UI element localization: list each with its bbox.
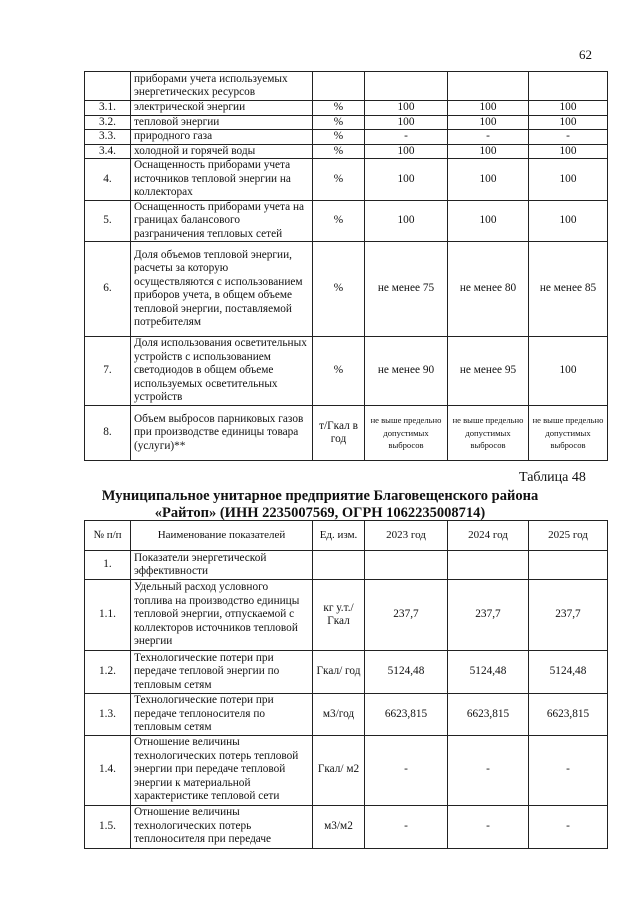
unit-cell: % — [313, 115, 365, 130]
indicator-name: Отношение величины технологических потерь тепловой энергии при передаче тепловой энергии к материальной характеристике тепловой сети — [131, 735, 313, 805]
value-2023: 100 — [365, 159, 448, 201]
value-2024: не менее 95 — [448, 337, 529, 406]
row-number: 7. — [85, 337, 131, 406]
table-row — [85, 159, 608, 201]
unit-cell — [313, 551, 365, 580]
unit-cell: % — [313, 242, 365, 337]
table-row — [85, 144, 608, 159]
indicator-name: Технологические потери при передаче теплоносителя по тепловым сетям — [131, 694, 313, 736]
header-2024: 2024 год — [448, 521, 529, 551]
value-2023: 5124,48 — [365, 651, 448, 694]
indicator-name: Технологические потери при передаче тепловой энергии по тепловым сетям — [131, 651, 313, 694]
value-2025: 100 — [529, 159, 608, 201]
table-row — [85, 406, 608, 461]
value-2024: 100 — [448, 101, 529, 116]
value-2024: - — [448, 805, 529, 848]
value-2024: 100 — [448, 159, 529, 201]
value-2023: 100 — [365, 200, 448, 242]
value-2023: - — [365, 735, 448, 805]
indicator-name: Показатели энергетической эффективности — [131, 551, 313, 580]
row-number: 5. — [85, 200, 131, 242]
row-number — [85, 72, 131, 101]
table-caption-line1: Муниципальное унитарное предприятие Благовещенского района — [101, 488, 539, 504]
unit-cell: % — [313, 337, 365, 406]
value-2025: 100 — [529, 337, 608, 406]
row-number: 1. — [85, 551, 131, 580]
value-2025: не менее 85 — [529, 242, 608, 337]
value-2024: не выше предельно допустимых выбросов — [448, 406, 529, 461]
value-2024 — [448, 72, 529, 101]
value-2025: - — [529, 735, 608, 805]
table-row — [85, 101, 608, 116]
value-2023: - — [365, 805, 448, 848]
table-caption-line2: «Райтоп» (ИНН 2235007569, ОГРН 1062235008714) — [154, 505, 486, 521]
value-2025: 237,7 — [529, 580, 608, 651]
value-2024: - — [448, 130, 529, 145]
header-number: № п/п — [85, 521, 131, 551]
value-2024 — [448, 551, 529, 580]
row-number: 4. — [85, 159, 131, 201]
table-indicators-continued — [84, 71, 608, 461]
unit-cell: % — [313, 200, 365, 242]
indicator-name: Доля использования осветительных устройств с использованием светодиодов в общем объеме используемых осветительных устройств — [131, 337, 313, 406]
value-2023: не выше предельно допустимых выбросов — [365, 406, 448, 461]
unit-cell: Гкал/ год — [313, 651, 365, 694]
unit-cell: м3/год — [313, 694, 365, 736]
table-row — [85, 735, 608, 805]
value-2023: 100 — [365, 115, 448, 130]
row-number: 1.3. — [85, 694, 131, 736]
value-2024: 100 — [448, 144, 529, 159]
table-header-row — [85, 521, 608, 551]
table-row — [85, 130, 608, 145]
row-number: 1.5. — [85, 805, 131, 848]
value-2023 — [365, 72, 448, 101]
value-2025: 100 — [529, 115, 608, 130]
unit-cell: % — [313, 144, 365, 159]
row-number: 1.2. — [85, 651, 131, 694]
table-row — [85, 694, 608, 736]
unit-cell: т/Гкал в год — [313, 406, 365, 461]
row-number: 3.2. — [85, 115, 131, 130]
value-2023: не менее 75 — [365, 242, 448, 337]
indicator-name: тепловой энергии — [131, 115, 313, 130]
value-2025: не выше предельно допустимых выбросов — [529, 406, 608, 461]
unit-cell: % — [313, 101, 365, 116]
value-2024: 5124,48 — [448, 651, 529, 694]
value-2023: 100 — [365, 101, 448, 116]
header-2025: 2025 год — [529, 521, 608, 551]
indicator-name: Оснащенность приборами учета источников тепловой энергии на коллекторах — [131, 159, 313, 201]
value-2025: - — [529, 130, 608, 145]
value-2025 — [529, 551, 608, 580]
row-number: 8. — [85, 406, 131, 461]
row-number: 1.4. — [85, 735, 131, 805]
table-row — [85, 805, 608, 848]
indicator-name: Объем выбросов парниковых газов при производстве единицы товара (услуги)** — [131, 406, 313, 461]
unit-cell: м3/м2 — [313, 805, 365, 848]
indicator-name: приборами учета используемых энергетических ресурсов — [131, 72, 313, 101]
header-2023: 2023 год — [365, 521, 448, 551]
row-number: 3.4. — [85, 144, 131, 159]
table-row — [85, 580, 608, 651]
value-2025: 5124,48 — [529, 651, 608, 694]
table-row — [85, 337, 608, 406]
table-row — [85, 72, 608, 101]
unit-cell: % — [313, 159, 365, 201]
header-unit: Ед. изм. — [313, 521, 365, 551]
table-row — [85, 242, 608, 337]
indicator-name: холодной и горячей воды — [131, 144, 313, 159]
value-2023: 237,7 — [365, 580, 448, 651]
indicator-name: Доля объемов тепловой энергии, расчеты за которую осуществляются с использованием приборов учета, в общем объеме тепловой энергии, поставляемой потребителям — [131, 242, 313, 337]
header-name: Наименование показателей — [131, 521, 313, 551]
unit-cell: кг у.т./ Гкал — [313, 580, 365, 651]
value-2025: 100 — [529, 200, 608, 242]
value-2024: не менее 80 — [448, 242, 529, 337]
indicator-name: Оснащенность приборами учета на границах балансового разграничения тепловых сетей — [131, 200, 313, 242]
row-number: 6. — [85, 242, 131, 337]
indicator-name: Удельный расход условного топлива на производство единицы тепловой энергии, отпускаемой с коллекторов источников тепловой энергии — [131, 580, 313, 651]
table-raitop-indicators — [84, 520, 608, 849]
unit-cell: % — [313, 130, 365, 145]
table-number: Таблица 48 — [519, 470, 586, 485]
value-2023: - — [365, 130, 448, 145]
value-2023: 6623,815 — [365, 694, 448, 736]
value-2025: 100 — [529, 144, 608, 159]
table-row — [85, 651, 608, 694]
value-2025 — [529, 72, 608, 101]
unit-cell — [313, 72, 365, 101]
row-number: 1.1. — [85, 580, 131, 651]
table-row — [85, 115, 608, 130]
indicator-name: электрической энергии — [131, 101, 313, 116]
row-number: 3.1. — [85, 101, 131, 116]
value-2025: 6623,815 — [529, 694, 608, 736]
row-number: 3.3. — [85, 130, 131, 145]
value-2023: 100 — [365, 144, 448, 159]
indicator-name: Отношение величины технологических потерь теплоносителя при передаче — [131, 805, 313, 848]
value-2024: 100 — [448, 115, 529, 130]
table-row — [85, 200, 608, 242]
value-2024: 237,7 — [448, 580, 529, 651]
value-2023 — [365, 551, 448, 580]
table-row — [85, 551, 608, 580]
value-2024: - — [448, 735, 529, 805]
page-number: 62 — [579, 47, 592, 62]
indicator-name: природного газа — [131, 130, 313, 145]
value-2023: не менее 90 — [365, 337, 448, 406]
unit-cell: Гкал/ м2 — [313, 735, 365, 805]
value-2024: 100 — [448, 200, 529, 242]
value-2025: - — [529, 805, 608, 848]
value-2024: 6623,815 — [448, 694, 529, 736]
value-2025: 100 — [529, 101, 608, 116]
